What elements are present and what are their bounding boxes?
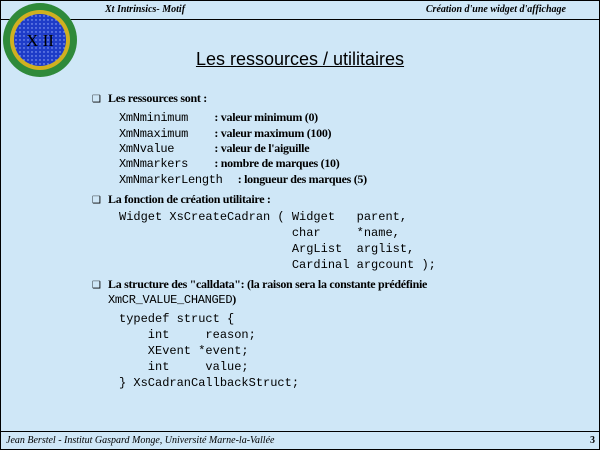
- page-title: Les ressources / utilitaires: [195, 49, 405, 69]
- resource-name: XmNmaximum: [119, 127, 189, 141]
- resource-row: [119, 172, 367, 187]
- resource-sep: :: [209, 156, 221, 170]
- resource-row: [119, 110, 318, 125]
- footer-author: Jean Berstel - Institut Gaspard Monge, Université Marne-la-Vallée: [6, 435, 275, 446]
- resource-sep: :: [209, 126, 221, 140]
- section-fonction-heading: La fonction de création utilitaire :: [108, 192, 271, 206]
- resource-desc: nombre de marques (10): [220, 156, 340, 170]
- resource-name: XmNminimum: [119, 111, 189, 125]
- callback-struct-code: typedef struct { int reason; XEvent *event; int value; } XsCadranCallbackStruct;: [119, 312, 300, 390]
- calldata-close-paren: ): [232, 292, 236, 306]
- resource-desc: valeur de l'aiguille: [220, 141, 310, 155]
- bullet-icon: ❑: [92, 280, 101, 291]
- section-structure-heading: La structure des "calldata": (la raison sera la constante prédéfinie: [108, 277, 427, 291]
- create-function-code: Widget XsCreateCadran ( Widget parent, char *name, ArgList arglist, Cardinal argcount );: [119, 210, 436, 272]
- resource-sep: :: [209, 141, 221, 155]
- resource-name: XmNmarkers: [119, 157, 189, 171]
- resource-row: [119, 126, 331, 141]
- calldata-constant: XmCR_VALUE_CHANGED: [108, 293, 233, 307]
- resource-desc: valeur maximum (100): [220, 126, 332, 140]
- page-number: 3: [590, 435, 595, 446]
- bullet-icon: ❑: [92, 94, 101, 105]
- section-ressources-heading: Les ressources sont :: [108, 91, 207, 105]
- chapter-title: Création d'une widget d'affichage: [425, 4, 566, 15]
- resource-desc: valeur minimum (0): [220, 110, 318, 124]
- calldata-constant-line: [108, 292, 236, 307]
- resource-name: XmNvalue: [119, 142, 175, 156]
- course-title: Xt Intrinsics- Motif: [105, 4, 186, 15]
- logo-text: X II: [26, 31, 54, 50]
- bullet-icon: ❑: [92, 195, 101, 206]
- resource-desc: longueur des marques (5): [244, 172, 367, 186]
- resource-name: XmNmarkerLength: [119, 173, 223, 187]
- resource-row: [119, 156, 339, 171]
- resource-sep: :: [209, 110, 221, 124]
- resource-sep: :: [235, 172, 245, 186]
- resource-row: [119, 141, 309, 156]
